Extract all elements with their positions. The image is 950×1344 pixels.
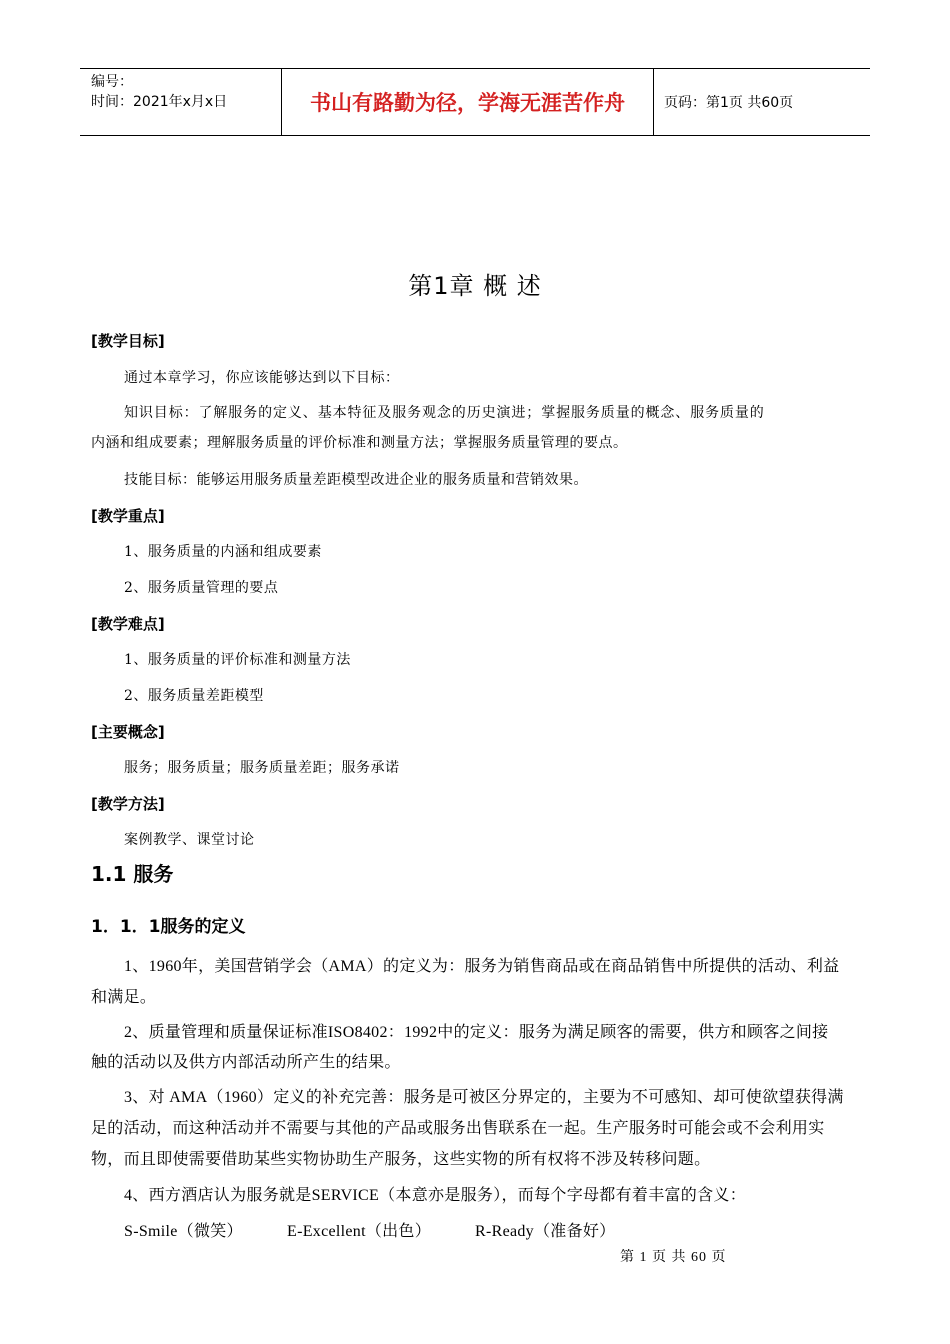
chapter-title: 第1章 概 述 xyxy=(408,272,542,300)
letter-e: E-Excellent（出色） xyxy=(287,1223,432,1240)
paragraph-1-line1: 1、1960年，美国营销学会（AMA）的定义为：服务为销售商品或在商品销售中所提供的活动、利益 xyxy=(124,958,840,975)
difficulty-heading: [教学难点] xyxy=(91,615,165,633)
paragraph-3-line2: 足的活动，而这种活动并不需要与其他的产品或服务出售联系在一起。生产服务时可能会或不会利用实 xyxy=(91,1120,825,1137)
difficulty-item-1: 1、服务质量的评价标准和测量方法 xyxy=(124,652,351,668)
focus-item-2: 2、服务质量管理的要点 xyxy=(124,580,279,596)
paragraph-3-line3: 物，而且即使需要借助某些实物协助生产服务，这些实物的所有权将不涉及转移问题。 xyxy=(91,1151,711,1168)
concepts-heading: [主要概念] xyxy=(91,723,165,741)
paragraph-1-line2: 和满足。 xyxy=(91,989,157,1006)
serial-label: 编号： xyxy=(91,74,133,90)
skill-goal: 技能目标：能够运用服务质量差距模型改进企业的服务质量和营销效果。 xyxy=(124,472,588,488)
section-heading-1-1: 1.1 服务 xyxy=(91,862,174,886)
header-table xyxy=(80,68,870,136)
paragraph-4: 4、西方酒店认为服务就是SERVICE（本意亦是服务），而每个字母都有着丰富的含义： xyxy=(124,1187,746,1204)
methods-heading: [教学方法] xyxy=(91,795,165,813)
page-info: 页码：第1页 共60页 xyxy=(664,95,794,111)
header-left-cell xyxy=(80,69,282,135)
paragraph-2-line2: 触的活动以及供方内部活动所产生的结果。 xyxy=(91,1054,401,1071)
knowledge-goal-line2: 内涵和组成要素；理解服务质量的评价标准和测量方法；掌握服务质量管理的要点。 xyxy=(91,435,628,451)
letter-s: S-Smile（微笑） xyxy=(124,1223,243,1240)
letter-r: R-Ready（准备好） xyxy=(475,1223,616,1240)
time-label: 时间：2021年x月x日 xyxy=(91,94,228,110)
motto: 书山有路勤为径，学海无涯苦作舟 xyxy=(282,69,654,135)
goals-intro: 通过本章学习，你应该能够达到以下目标： xyxy=(124,370,400,386)
subsection-heading-1-1-1: 1．1．1服务的定义 xyxy=(91,917,246,937)
paragraph-3-line1: 3、对 AMA（1960）定义的补充完善：服务是可被区分界定的，主要为不可感知、却可使欲望获得满 xyxy=(124,1089,844,1106)
focus-item-1: 1、服务质量的内涵和组成要素 xyxy=(124,544,322,560)
paragraph-2-line1: 2、质量管理和质量保证标准ISO8402：1992中的定义：服务为满足顾客的需要，供方和顾客之间接 xyxy=(124,1024,829,1041)
difficulty-item-2: 2、服务质量差距模型 xyxy=(124,688,264,704)
concepts-text: 服务；服务质量；服务质量差距；服务承诺 xyxy=(124,760,400,776)
knowledge-goal-line1: 知识目标：了解服务的定义、基本特征及服务观念的历史演进；掌握服务质量的概念、服务质量的 xyxy=(124,405,765,421)
goals-heading: [教学目标] xyxy=(91,332,165,350)
page-footer: 第 1 页 共 60 页 xyxy=(620,1250,727,1265)
methods-text: 案例教学、课堂讨论 xyxy=(124,832,255,848)
focus-heading: [教学重点] xyxy=(91,507,165,525)
